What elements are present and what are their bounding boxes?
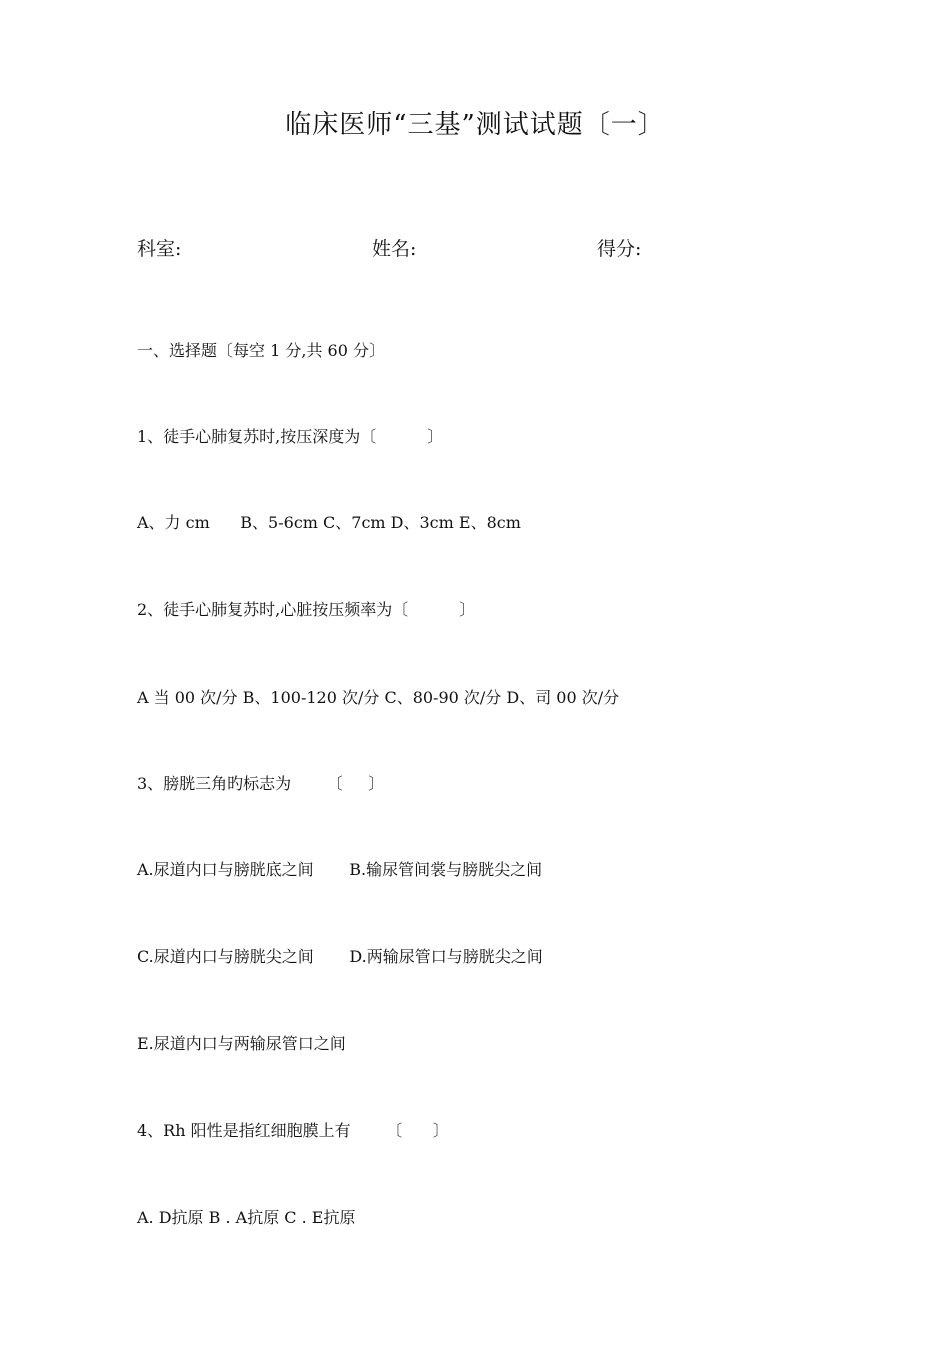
question-2-options: A 当 00 次/分 B、100-120 次/分 C、80-90 次/分 D、司 00 次/分 bbox=[137, 688, 620, 707]
question-3-option-cd: C.尿道内口与膀胱尖之间 D.两输尿管口与膀胱尖之间 bbox=[137, 947, 543, 966]
question-1-options: A、力 cm B、5-6cm C、7cm D、3cm E、8cm bbox=[137, 513, 521, 532]
name-label: 姓名: bbox=[372, 238, 417, 260]
question-1-stem: 1、徒手心肺复苏时,按压深度为〔 〕 bbox=[137, 427, 444, 446]
page-title: 临床医师“三基”测试试题〔一〕 bbox=[285, 110, 665, 140]
question-2-stem: 2、徒手心肺复苏时,心脏按压频率为〔 〕 bbox=[137, 600, 476, 619]
section-heading: 一、选择题〔每空 1 分,共 60 分〕 bbox=[137, 341, 385, 360]
question-3-option-ab: A.尿道内口与膀胱底之间 B.输尿管间裳与膀胱尖之间 bbox=[137, 860, 543, 879]
question-3-stem: 3、膀胱三角旳标志为 〔 〕 bbox=[137, 774, 385, 793]
info-row bbox=[137, 234, 837, 264]
question-4-stem: 4、Rh 阳性是指红细胞膜上有 〔 〕 bbox=[137, 1121, 449, 1140]
score-label: 得分: bbox=[597, 238, 642, 260]
department-label: 科室: bbox=[137, 238, 182, 260]
question-4-options: A. D抗原 B . A抗原 C . E抗原 bbox=[137, 1208, 356, 1227]
question-3-option-e: E.尿道内口与两输尿管口之间 bbox=[137, 1034, 346, 1053]
